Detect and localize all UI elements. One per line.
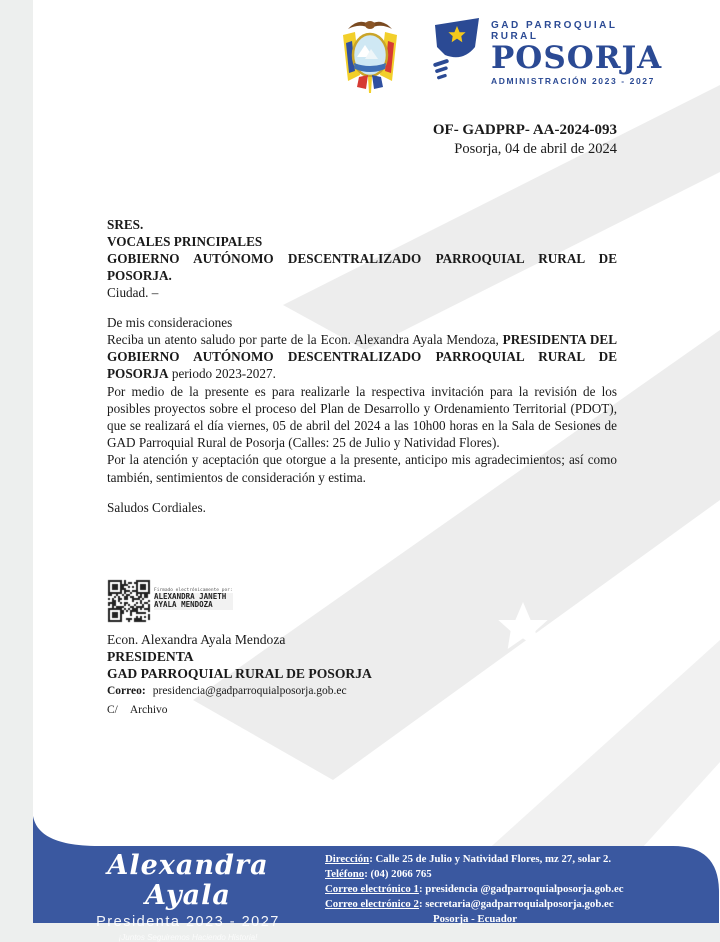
phone-value: : (04) 2066 765 bbox=[364, 868, 432, 880]
cc-value: Archivo bbox=[129, 703, 168, 716]
signature-block bbox=[107, 631, 617, 719]
address-label: Dirección bbox=[325, 853, 370, 865]
recipient-line: POSORJA. bbox=[107, 268, 172, 283]
recipient-line: GOBIERNO AUTÓNOMO DESCENTRALIZADO PARROQUIAL RURAL DE bbox=[107, 251, 617, 266]
salutation: De mis consideraciones bbox=[107, 315, 233, 330]
email-value: presidencia@gadparroquialposorja.gob.ec bbox=[152, 684, 347, 697]
signer-title: PRESIDENTA bbox=[107, 648, 194, 664]
p1-pre: Reciba un atento saludo por parte de la Econ. Alexandra Ayala Mendoza, bbox=[107, 332, 503, 347]
footer-location: Posorja - Ecuador bbox=[433, 913, 517, 925]
p1-bold: PRESIDENTA DEL GOBIERNO AUTÓNOMO DESCENTRALIZADO PARROQUIAL RURAL DE POSORJA bbox=[107, 332, 617, 382]
footer-email1-line bbox=[325, 882, 625, 897]
email1-value: : presidencia @gadparroquialposorja.gob.ec bbox=[418, 883, 624, 895]
email2-label: Correo electrónico 2 bbox=[325, 898, 419, 910]
qr-code-icon bbox=[107, 579, 151, 623]
reference-block bbox=[107, 121, 617, 159]
phone-label: Teléfono bbox=[325, 868, 365, 880]
signer-org: GAD PARROQUIAL RURAL DE POSORJA bbox=[107, 665, 372, 681]
footer-signature-name: Alexandra Ayala bbox=[107, 850, 269, 911]
footer-signature-title: Presidenta 2023 - 2027 bbox=[96, 914, 280, 930]
logo-org-type: GAD PARROQUIAL RURAL bbox=[491, 20, 618, 42]
signer-email-line bbox=[107, 683, 617, 700]
recipient-line: VOCALES PRINCIPALES bbox=[107, 234, 263, 249]
footer-signature bbox=[73, 851, 303, 942]
cc-label: C/ bbox=[107, 703, 118, 716]
letter-header bbox=[107, 0, 663, 99]
p1-post: periodo 2023-2027. bbox=[168, 366, 276, 382]
recipient-line: SRES. bbox=[107, 217, 144, 232]
recipient-city: Ciudad. – bbox=[107, 285, 159, 300]
footer-address-line bbox=[325, 852, 625, 867]
address-value: : Calle 25 de Julio y Natividad Flores, mz 27, solar 2. bbox=[369, 853, 612, 865]
qr-signer-name: AYALA MENDOZA bbox=[154, 601, 233, 610]
email2-value: : secretaria@gadparroquialposorja.gob.ec bbox=[418, 898, 614, 910]
paragraph-2: Por medio de la presente es para realizarle la respectiva invitación para la revisión de los posibles proyectos sobre el proceso del Plan de Desarrollo y Ordenamiento Territorial (PDOT), que se realizará el día viernes, 05 de abril del 2024 a las 10h00 horas en la Sala de Sesiones de GAD Parroquial Rural de Posorja (Calles: 25 de Julio y Natividad Flores). bbox=[107, 383, 617, 451]
closing: Saludos Cordiales. bbox=[107, 499, 206, 515]
letter-date: Posorja, 04 de abril de 2024 bbox=[454, 141, 617, 157]
paragraph-3: Por la atención y aceptación que otorgue a la presente, anticipo mis agradecimientos; así como también, sentimientos de consideración y estima. bbox=[107, 452, 617, 485]
letter-footer bbox=[33, 810, 720, 942]
footer-slogan: ¡Juntos Seguiremos Haciendo Historia! bbox=[118, 933, 258, 942]
email1-label: Correo electrónico 1 bbox=[325, 883, 419, 895]
posorja-logo-shield-icon bbox=[427, 17, 483, 81]
footer-contact bbox=[325, 852, 625, 927]
signer-name: Econ. Alexandra Ayala Mendoza bbox=[107, 631, 286, 647]
email-label: Correo: bbox=[107, 684, 146, 697]
qr-signer-name: ALEXANDRA JANETH bbox=[154, 593, 233, 602]
paragraph-1 bbox=[107, 331, 617, 383]
recipient-block bbox=[107, 216, 617, 301]
ecuador-coat-of-arms-icon bbox=[335, 13, 405, 97]
footer-email2-line bbox=[325, 897, 625, 912]
electronic-signature bbox=[107, 579, 617, 626]
reference-number: OF- GADPRP- AA-2024-093 bbox=[432, 122, 617, 138]
logo-administration: ADMINISTRACIÓN 2023 - 2027 bbox=[491, 76, 655, 86]
posorja-logo bbox=[427, 13, 662, 86]
letter-page bbox=[33, 0, 720, 942]
footer-phone-line bbox=[325, 867, 625, 882]
logo-name: POSORJA bbox=[491, 40, 663, 76]
qr-signed-label: Firmado electrónicamente por: bbox=[154, 587, 233, 593]
cc-line bbox=[107, 702, 617, 719]
